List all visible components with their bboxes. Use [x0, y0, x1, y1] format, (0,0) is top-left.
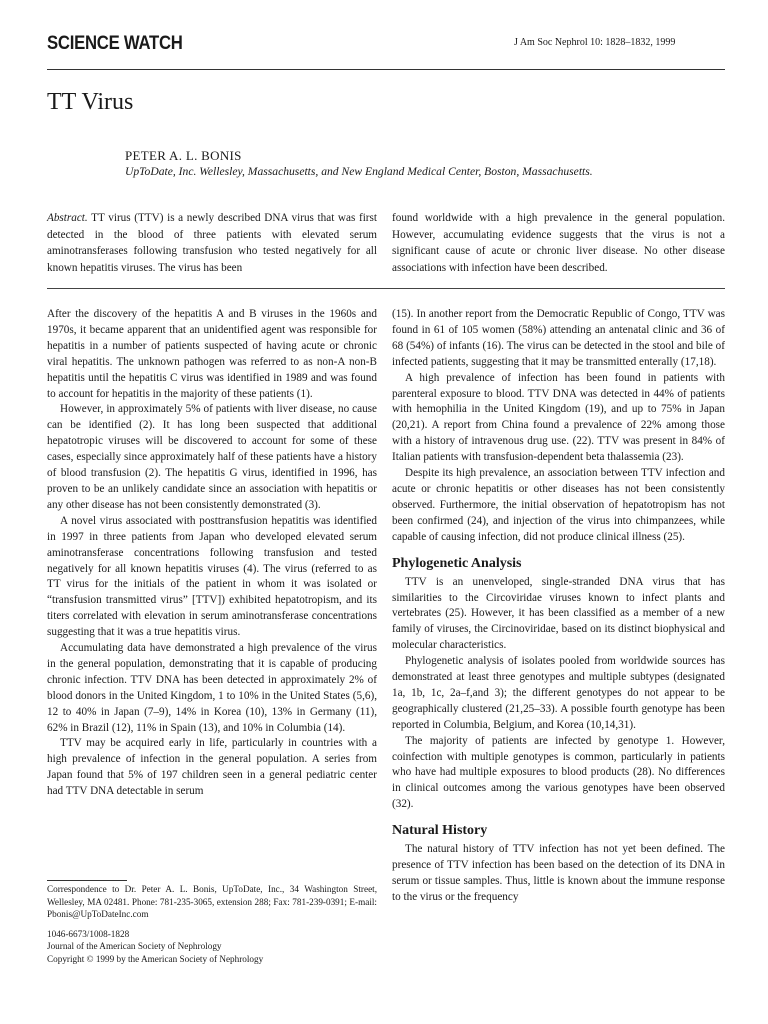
paragraph: The majority of patients are infected by genotype 1. However, coinfection with multiple genotypes is common, particularly in patients who have had multiple exposures to blood products (28). No differences in clinical outcomes among the various genotypes have been observed (32). [392, 734, 725, 811]
section-label: SCIENCE WATCH [47, 33, 183, 54]
copyright-notice: Copyright © 1999 by the American Society of Nephrology [47, 953, 264, 964]
abstract-text-right: found worldwide with a high prevalence in the general population. However, accumulating evidence suggests that the virus is not a significant cause of acute or chronic liver disease. No other disease associations with infection have been described. [392, 212, 725, 274]
abstract-text-left: TT virus (TTV) is a newly described DNA virus that was first detected in the blood of three patients with elevated serum aminotransferases following transfusion who tested negatively for all known hepatitis viruses. The virus has been [47, 212, 377, 274]
abstract-right-column [392, 210, 725, 276]
abstract-label: Abstract. [47, 212, 88, 224]
footnotes [47, 883, 377, 966]
journal-name: Journal of the American Society of Nephrology [47, 941, 222, 952]
paragraph: TTV may be acquired early in life, particularly in countries with a high prevalence of infection in the general population. A series from Japan found that 5% of 197 children seen in a general pediatric center had TTV DNA detectable in serum [47, 737, 377, 798]
author-affiliation: UpToDate, Inc. Wellesley, Massachusetts, and New England Medical Center, Boston, Massachusetts. [125, 165, 593, 178]
footnote-rule [47, 880, 127, 881]
abstract-left-column [47, 210, 377, 276]
section-heading-natural-history: Natural History [392, 823, 488, 839]
paragraph: The natural history of TTV infection has not yet been defined. The presence of TTV infection has been based on the detection of its DNA in serum or tissue samples. Thus, little is known about the immune response to the virus or the frequency [392, 843, 725, 903]
journal-citation: J Am Soc Nephrol 10: 1828–1832, 1999 [514, 37, 676, 48]
author-name: PETER A. L. BONIS [125, 148, 242, 163]
paragraph: Despite its high prevalence, an association between TTV infection and acute or chronic hepatitis or other diseases has not been consistently observed. Furthermore, the initial observation of hepatotropism has not been confirmed (24), and injection of the virus into chimpanzees, while capable of causing infection, did not produce clinical illness (25). [392, 467, 725, 543]
article-title: TT Virus [47, 89, 134, 115]
paragraph: TTV is an unenveloped, single-stranded DNA virus that has similarities to the Circoviridae viruses known to infect plants and vertebrates (25). However, it has been classified as a member of a new family of viruses, the Circinoviridae, based on its distinct biophysical and molecular characteristics. [392, 575, 725, 652]
section-heading-phylogenetic: Phylogenetic Analysis [392, 555, 522, 571]
paragraph: Accumulating data have demonstrated a high prevalence of the virus in the general population, demonstrating that it is capable of producing chronic infection. TTV DNA has been detected in approximately 2% of blood donors in the United Kingdom, 1 to 10% in the United States (5,6), 12 to 40% in Japan (7–9), 14% in Korea (10), 13% in Germany (11), 62% in Brazil (12), 11% in Spain (13), and 10% in Columbia (14). [47, 642, 377, 734]
paragraph: A high prevalence of infection has been found in patients with parenteral exposure to blood. TTV DNA was detected in 44% of patients with hemophilia in the United Kingdom (19), and up to 75% in Japan (20,21). A report from China found a prevalence of 22% among those with a history of intravenous drug use. (22). TTV was present in 84% of Italian patients with transfusion-dependent beta thalassemia (23). [392, 371, 725, 464]
body-right-column [392, 307, 725, 906]
paragraph: A novel virus associated with posttransfusion hepatitis was identified in 1997 in three patients from Japan who developed elevated serum aminotransferase concentrations following transfusion and tested negatively for all known hepatitis viruses (4). The virus (referred to as TT virus for the initials of the patient in whom it was isolated or “transfusion transmitted virus” [TTV]) exhibited hepatotropism, and its titers correlated with elevation in serum aminotransferase concentrations suggesting that it was a true hepatitis virus. [47, 514, 377, 639]
body-left-column [47, 307, 377, 800]
issn: 1046-6673/1008-1828 [47, 928, 130, 939]
paragraph: (15). In another report from the Democratic Republic of Congo, TTV was found in 61 of 105 women (58%) attending an antenatal clinic and 36 of 68 (54%) of infants (16). The virus can be detected in the stool and bile of infected patients, suggesting that it may be transmitted enterally (17,18). [392, 308, 725, 368]
abstract-rule [47, 288, 725, 289]
paragraph: Phylogenetic analysis of isolates pooled from worldwide sources has demonstrated at least three genotypes and multiple subtypes (designated 1a, 1b, 1c, 2a–f,and 3); the different genotypes do not appear to be geographically clustered (21,25–33). A possible fourth genotype has been reported in Columbia, Belgium, and Korea (10,14,31). [392, 655, 725, 731]
paragraph: After the discovery of the hepatitis A and B viruses in the 1960s and 1970s, it became apparent that an unidentified agent was responsible for hepatitis in a number of patients suspected of having acute or chronic viral hepatitis. The unknown pathogen was referred to as non-A non-B hepatitis until the hepatitis C virus was identified in 1989 and was found to account for hepatitis in the majority of these patients (1). [47, 308, 377, 400]
header-rule [47, 69, 725, 70]
paragraph: However, in approximately 5% of patients with liver disease, no cause can be identified (2). It has long been suspected that additional hepatotropic viruses will be discovered to account for some of these cases, especially since approximately half of these patients have a history of blood transfusion (2). The hepatitis G virus, identified in 1996, has proven to be an unlikely candidate since an association with hepatitis or any other disease has not been consistently demonstrated (3). [47, 403, 377, 511]
correspondence-note: Correspondence to Dr. Peter A. L. Bonis, UpToDate, Inc., 34 Washington Street, Wellesley, MA 02481. Phone: 781-235-3065, extension 288; Fax: 781-239-0391; E-mail: Pbonis@UpToDateInc.com [47, 884, 377, 920]
